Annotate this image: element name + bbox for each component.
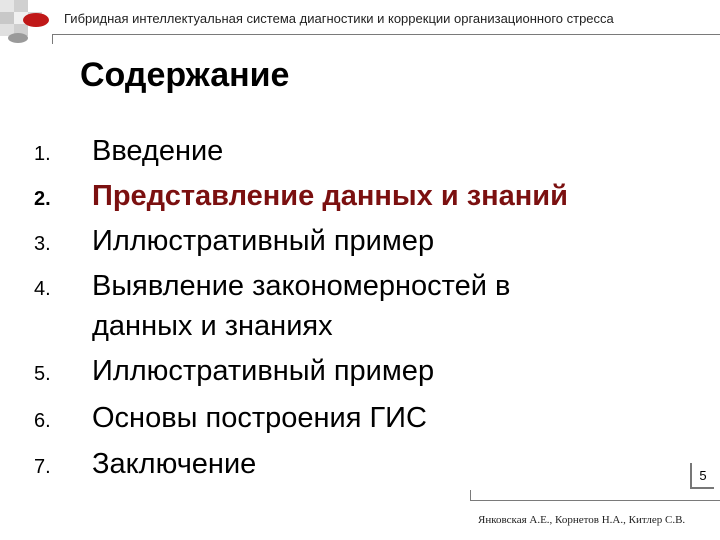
footer-divider-tick — [470, 490, 471, 500]
toc-item-number: 6. — [34, 410, 51, 432]
toc-item-label: Выявление закономерностей в — [92, 270, 511, 302]
toc-item-number: 1. — [34, 143, 51, 165]
toc-item-label: Основы построения ГИС — [92, 402, 427, 434]
toc-item-label: Иллюстративный пример — [92, 225, 435, 257]
toc-item-number: 2. — [34, 188, 51, 210]
toc-item-label: Иллюстративный пример — [92, 355, 435, 387]
toc-item-label-continued: данных и знаниях — [92, 310, 333, 342]
footer-divider — [470, 500, 720, 501]
toc-item-label: Заключение — [92, 448, 257, 480]
toc-item-number: 7. — [34, 456, 51, 478]
slide-title: Содержание — [80, 56, 290, 94]
toc-item-number: 5. — [34, 363, 51, 385]
toc-item-label: Введение — [92, 135, 224, 167]
header-title: Гибридная интеллектуальная система диагностики и коррекции организационного стресса — [64, 11, 614, 26]
toc-item-number: 4. — [34, 278, 51, 300]
footer-authors: Янковская А.Е., Корнетов Н.А., Китлер С.В. — [478, 514, 686, 526]
page-number: 5 — [690, 463, 714, 489]
toc-item-label: Представление данных и знаний — [92, 180, 568, 212]
toc-item-number: 3. — [34, 233, 51, 255]
